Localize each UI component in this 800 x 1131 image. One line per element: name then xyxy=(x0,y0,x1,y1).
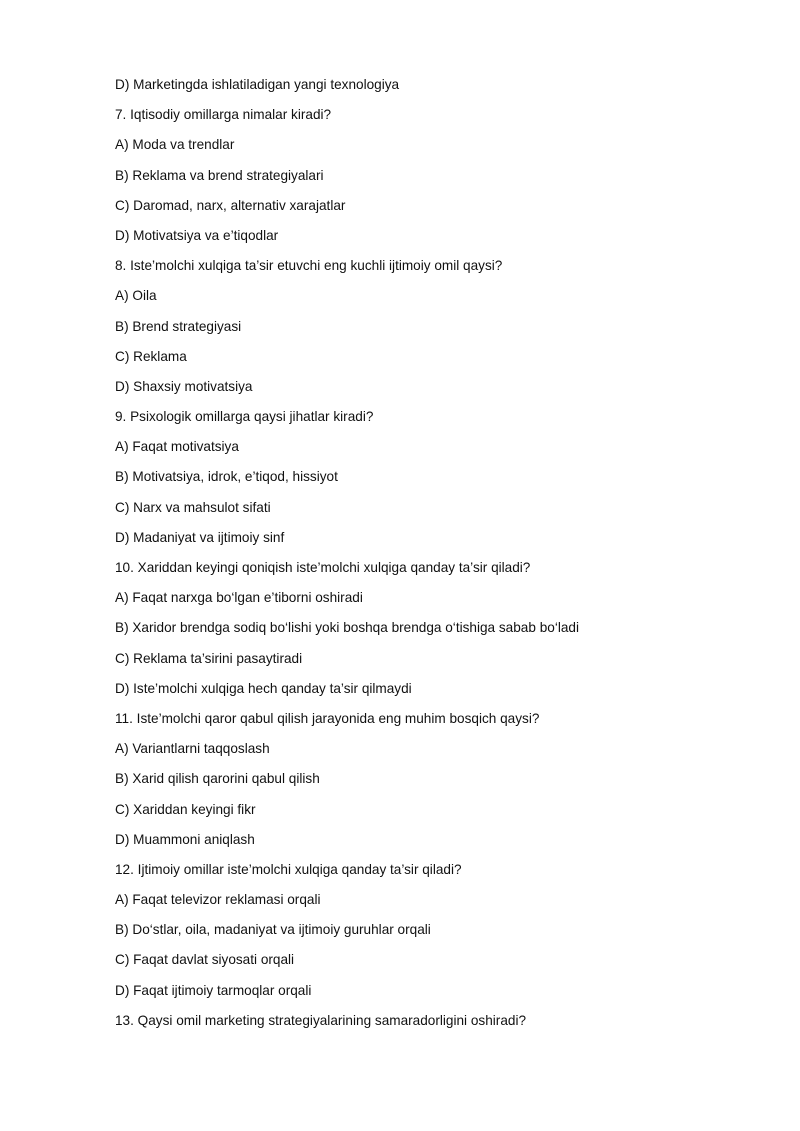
answer-option: D) Shaxsiy motivatsiya xyxy=(115,378,253,394)
answer-option: C) Narx va mahsulot sifati xyxy=(115,499,271,515)
answer-option: D) Muammoni aniqlash xyxy=(115,831,255,847)
answer-option: D) Madaniyat va ijtimoiy sinf xyxy=(115,529,285,545)
answer-option: A) Variantlarni taqqoslash xyxy=(115,741,270,757)
answer-option: C) Xariddan keyingi fikr xyxy=(115,801,256,817)
answer-option: C) Faqat davlat siyosati orqali xyxy=(115,952,295,968)
answer-option: D) Iste’molchi xulqiga hech qanday ta’sir qilmaydi xyxy=(115,680,412,696)
answer-option: A) Oila xyxy=(115,288,157,304)
answer-option: A) Faqat motivatsiya xyxy=(115,439,239,455)
question-text: 7. Iqtisodiy omillarga nimalar kiradi? xyxy=(115,107,332,123)
answer-option: D) Marketingda ishlatiladigan yangi texnologiya xyxy=(115,77,400,92)
answer-option: B) Motivatsiya, idrok, e’tiqod, hissiyot xyxy=(115,469,338,485)
question-text: 10. Xariddan keyingi qoniqish iste’molchi xulqiga qanday ta’sir qiladi? xyxy=(115,560,531,575)
question-text: 12. Ijtimoiy omillar iste’molchi xulqiga qanday ta’sir qiladi? xyxy=(115,861,462,877)
answer-option: C) Daromad, narx, alternativ xarajatlar xyxy=(115,197,346,213)
question-text: 13. Qaysi omil marketing strategiyalarining samaradorligini oshiradi? xyxy=(115,1012,527,1028)
question-text: 9. Psixologik omillarga qaysi jihatlar kiradi? xyxy=(115,409,374,425)
answer-option: C) Reklama ta’sirini pasaytiradi xyxy=(115,650,303,666)
answer-option: B) Brend strategiyasi xyxy=(115,318,242,334)
answer-option: B) Xaridor brendga sodiq bo‘lishi yoki boshqa brendga o‘tishiga sabab bo‘ladi xyxy=(115,620,579,636)
answer-option: A) Faqat narxga bo‘lgan e’tiborni oshiradi xyxy=(115,590,363,606)
answer-option: C) Reklama xyxy=(115,348,187,364)
answer-option: A) Moda va trendlar xyxy=(115,137,235,153)
answer-option: B) Reklama va brend strategiyalari xyxy=(115,167,324,183)
question-text: 8. Iste’molchi xulqiga ta’sir etuvchi eng kuchli ijtimoiy omil qaysi? xyxy=(115,258,503,274)
question-text: 11. Iste’molchi qaror qabul qilish jarayonida eng muhim bosqich qaysi? xyxy=(115,710,540,726)
answer-option: A) Faqat televizor reklamasi orqali xyxy=(115,892,321,908)
answer-option: B) Do‘stlar, oila, madaniyat va ijtimoiy guruhlar orqali xyxy=(115,922,431,938)
answer-option: B) Xarid qilish qarorini qabul qilish xyxy=(115,771,320,787)
question-list xyxy=(115,74,775,1040)
answer-option: D) Faqat ijtimoiy tarmoqlar orqali xyxy=(115,982,312,998)
answer-option: D) Motivatsiya va e’tiqodlar xyxy=(115,227,279,243)
